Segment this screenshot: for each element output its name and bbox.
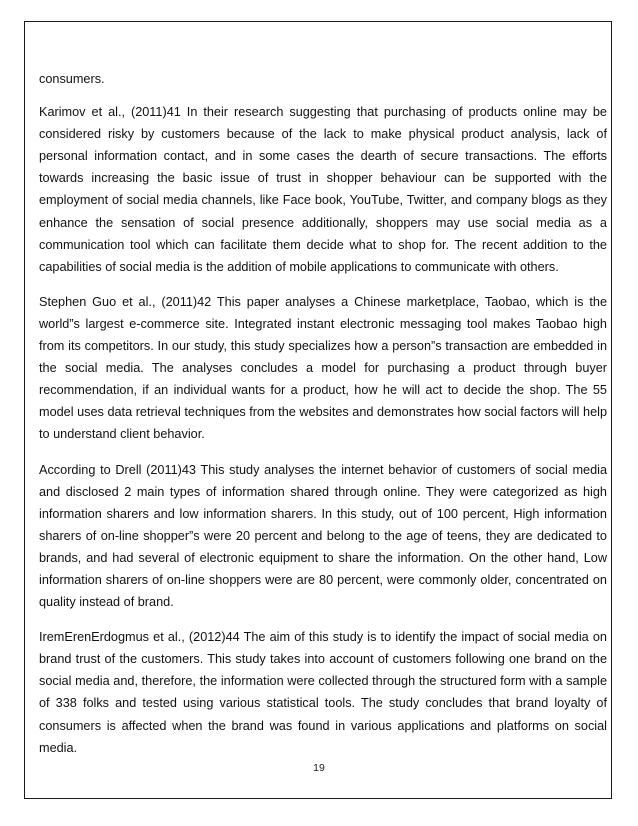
page-number: 19 <box>313 762 325 774</box>
paragraph-erdogmus: IremErenErdogmus et al., (2012)44 The aim of this study is to identify the impact of social media on brand trust of the customers. This study takes into account of customers following one brand on the social media and, therefore, the information were collected through the structured form with a sample of 338 folks and tested using various statistical tools. The study concludes that brand loyalty of consumers is affected when the brand was found in various applications and platforms on social media. <box>39 630 607 755</box>
document-body <box>39 68 607 772</box>
paragraph-guo: Stephen Guo et al., (2011)42 This paper analyses a Chinese marketplace, Taobao, which is the world”s largest e-commerce site. Integrated instant electronic messaging tool makes Taobao high from its competitors. In our study, this study specializes how a person”s transaction are embedded in the social media. The analyses concludes a model for purchasing a product through buyer recommendation, if an individual wants for a product, how he will act to decide the shop. The 55 model uses data retrieval techniques from the websites and demonstrates how social factors will help to understand client behavior. <box>39 294 607 442</box>
paragraph-karimov: Karimov et al., (2011)41 In their research suggesting that purchasing of products online may be considered risky by customers because of the lack to make physical product analysis, lack of personal information contact, and in some cases the dearth of secure transactions. The efforts towards increasing the basic issue of trust in shopper behaviour can be supported with the employment of social media channels, like Face book, YouTube, Twitter, and company blogs as they enhance the sensation of social presence additionally, shoppers may use social media as a communication tool which can facilitate them decide what to shop for. The recent addition to the capabilities of social media is the addition of mobile applications to communicate with others. <box>39 105 607 274</box>
paragraph-continuation: consumers. <box>39 72 105 86</box>
paragraph-drell: According to Drell (2011)43 This study analyses the internet behavior of customers of social media and disclosed 2 main types of information shared through online. They were categorized as high information sharers and low information sharers. In this study, out of 100 percent, High information sharers of on-line shopper”s were 20 percent and belong to the age of teens, they are dedicated to brands, and had several of electronic equipment to share the information. On the other hand, Low information sharers of on-line shoppers were are 80 percent, were commonly older, concentrated on quality instead of brand. <box>39 462 607 610</box>
